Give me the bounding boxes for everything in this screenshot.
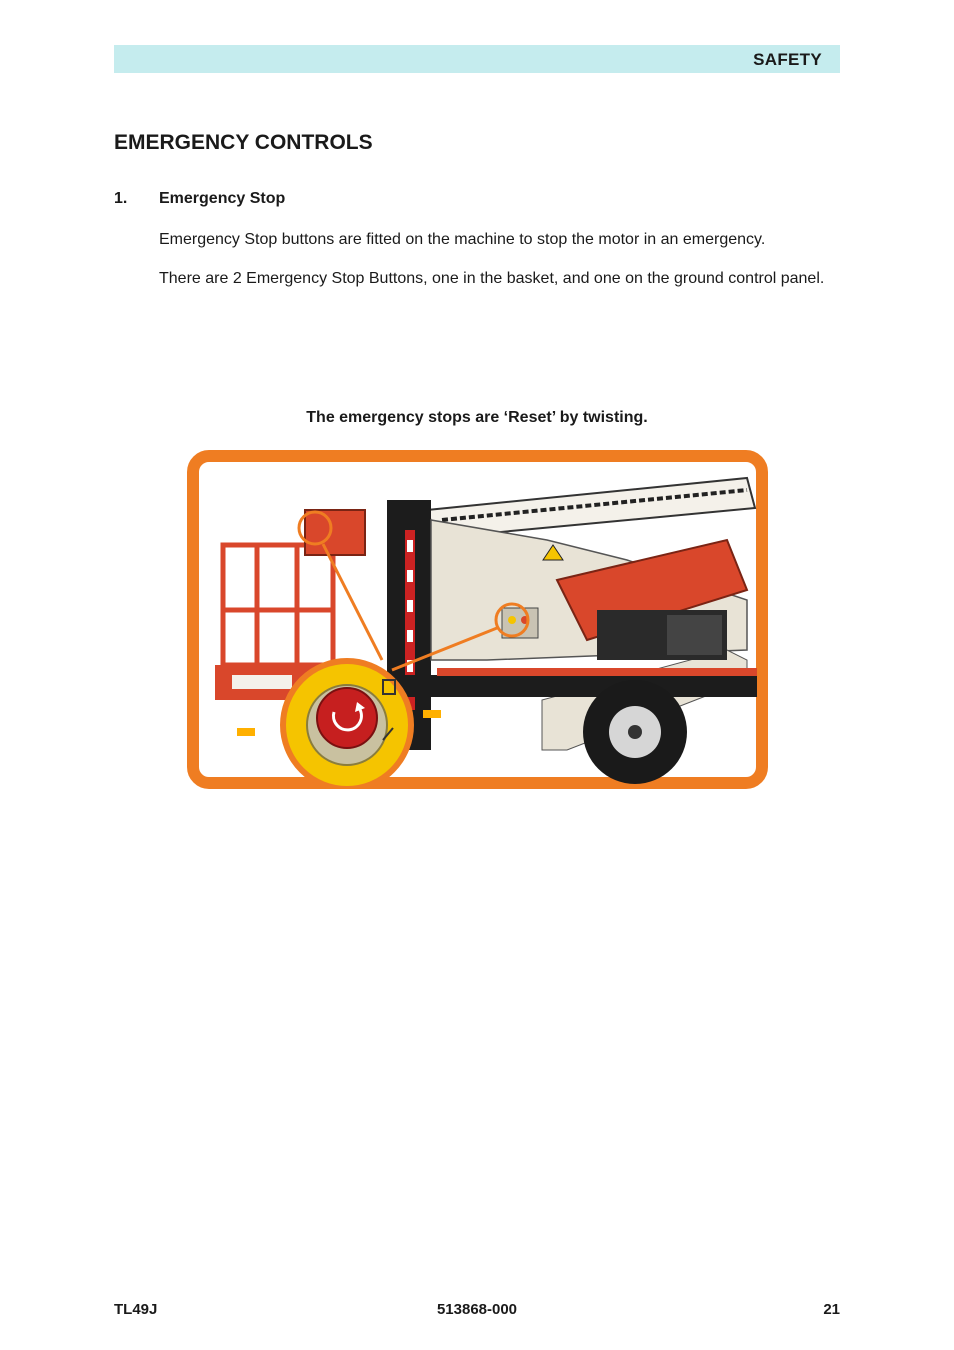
rear-light xyxy=(237,728,255,736)
side-light xyxy=(423,710,441,718)
emergency-stop-closeup xyxy=(283,661,411,789)
item-title: Emergency Stop xyxy=(159,190,286,207)
basket-label xyxy=(232,675,292,689)
emergency-stop-figure xyxy=(187,450,768,789)
footer-model: TL49J xyxy=(114,1301,158,1318)
item-number: 1. xyxy=(114,190,128,207)
paragraph-1: Emergency Stop buttons are fitted on the machine to stop the motor in an emergency. xyxy=(159,231,766,248)
chassis-red-trim xyxy=(437,668,757,676)
footer-page-number: 21 xyxy=(823,1301,840,1318)
wheel xyxy=(583,680,687,784)
basket-control-box xyxy=(305,510,365,555)
header-band xyxy=(114,45,840,73)
engine-block xyxy=(597,610,727,660)
footer-part-number: 513868-000 xyxy=(436,1301,518,1318)
figure-caption: The emergency stops are ‘Reset’ by twisting. xyxy=(306,409,648,426)
paragraph-2: There are 2 Emergency Stop Buttons, one in the basket, and one on the ground control panel. xyxy=(159,270,825,287)
header-section-label: SAFETY xyxy=(753,50,822,69)
section-title: EMERGENCY CONTROLS xyxy=(114,131,373,154)
